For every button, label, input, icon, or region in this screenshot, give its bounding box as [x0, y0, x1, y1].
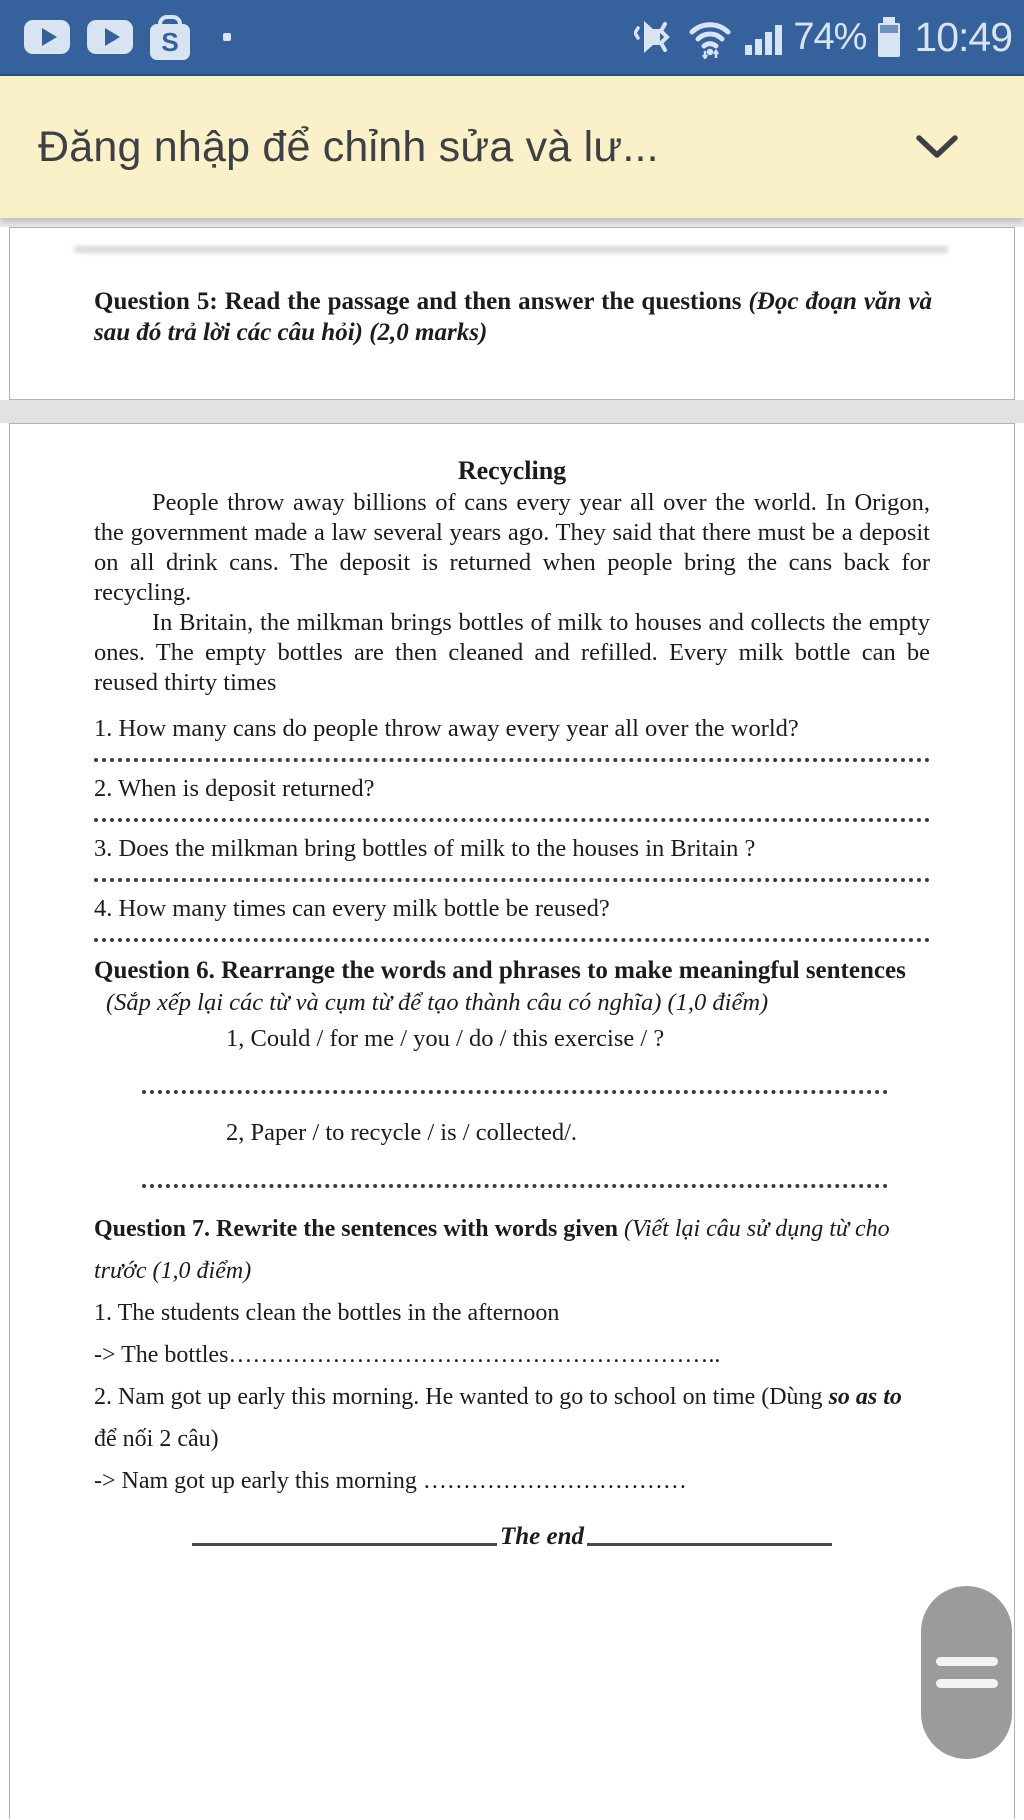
question7-text-en: Question 7. Rewrite the sentences with words given — [94, 1216, 618, 1242]
question-1: 1. How many cans do people throw away every year all over the world? — [94, 715, 799, 742]
document-page-2 — [9, 423, 1015, 1819]
question5-text-vi: (Đọc đoạn văn và sau đó trả lời các câu hỏi) (2,0 marks) — [94, 288, 932, 346]
login-banner[interactable] — [0, 76, 1024, 218]
question-3: 3. Does the milkman bring bottles of milk to the houses in Britain ? — [94, 835, 756, 862]
youtube-icon-2 — [87, 20, 133, 54]
cellular-signal-icon — [744, 17, 784, 57]
end-underline-right — [587, 1543, 832, 1546]
scroll-handle-bar — [936, 1657, 998, 1666]
shopee-icon — [150, 14, 190, 62]
login-banner-title: Đăng nhập để chỉnh sửa và lư... — [38, 122, 659, 171]
question7-item-2 — [94, 1376, 930, 1460]
youtube-icon — [24, 20, 70, 54]
question-4: 4. How many times can every milk bottle be reused? — [94, 895, 610, 922]
end-of-test-row — [94, 1522, 930, 1552]
answer-line — [94, 804, 930, 822]
question7-item-2-text: 2. Nam got up early this morning. He wanted to go to school on time (Dùng — [94, 1384, 829, 1410]
passage-title: Recycling — [457, 456, 567, 485]
question7-item-2-keyword: so as to — [828, 1384, 902, 1410]
answer-line — [142, 1170, 888, 1188]
status-indicators — [634, 14, 1012, 61]
scroll-handle[interactable] — [921, 1586, 1012, 1759]
answer-line — [94, 924, 930, 942]
bag-body-icon — [150, 24, 190, 60]
question7-item-2-tail: để nối 2 câu) — [94, 1426, 219, 1452]
passage-paragraph-2: In Britain, the milkman brings bottles of milk to houses and collects the empty ones. The empty bottles are then cleaned and refilled. Every milk bottle can be reused thirty times — [94, 609, 930, 696]
question7-answer-1: -> The bottles…………………………………………………….. — [94, 1342, 721, 1368]
play-triangle-icon — [105, 28, 120, 46]
mute-vibrate-icon — [634, 16, 676, 58]
end-underline-left — [192, 1543, 497, 1546]
scan-artifact — [74, 246, 948, 253]
passage-paragraph-1: People throw away billions of cans every year all over the world. In Origon, the government made a law several years ago. They said that there must be a deposit on all drink cans. The deposit is returned when people bring the cans back for recycling. — [94, 489, 930, 606]
play-triangle-icon — [42, 28, 57, 46]
question6-item-2: 2, Paper / to recycle / is / collected/. — [226, 1119, 578, 1146]
battery-percent: 74% — [793, 15, 867, 58]
clock-time: 10:49 — [914, 13, 1012, 60]
question6-subtitle: (Sắp xếp lại các từ và cụm từ để tạo thành câu có nghĩa) (1,0 điểm) — [106, 989, 769, 1016]
battery-icon — [875, 15, 903, 59]
answer-line — [94, 744, 930, 762]
question6-item-1: 1, Could / for me / you / do / this exercise / ? — [226, 1025, 665, 1052]
question7-block — [94, 1208, 930, 1502]
question5-text-en: Question 5: Read the passage and then answer the questions — [94, 288, 742, 315]
question7-answer-2: -> Nam got up early this morning …………………………… — [94, 1468, 687, 1494]
wifi-icon — [685, 15, 735, 59]
question7-heading — [94, 1208, 930, 1292]
page-break-gap — [0, 400, 1024, 423]
question-2: 2. When is deposit returned? — [94, 775, 375, 802]
document-page-1 — [9, 227, 1015, 400]
answer-line — [94, 864, 930, 882]
page-margin-band — [0, 218, 1024, 227]
end-label: The end — [499, 1523, 585, 1550]
question7-item-1: 1. The students clean the bottles in the afternoon — [94, 1300, 560, 1326]
answer-line — [142, 1076, 888, 1094]
scroll-handle-bar — [936, 1679, 998, 1688]
question6-heading: Question 6. Rearrange the words and phrases to make meaningful sentences — [94, 957, 906, 984]
overflow-dot-icon — [223, 33, 231, 41]
question5-heading — [94, 286, 932, 348]
comprehension-questions — [94, 714, 930, 942]
status-bar — [0, 0, 1024, 76]
shopee-letter: S — [161, 27, 179, 57]
chevron-down-icon[interactable] — [914, 133, 960, 161]
notification-icons — [24, 12, 231, 62]
question7-text-vi: (Viết lại câu sử dụng từ cho trước (1,0 điểm) — [94, 1216, 890, 1284]
